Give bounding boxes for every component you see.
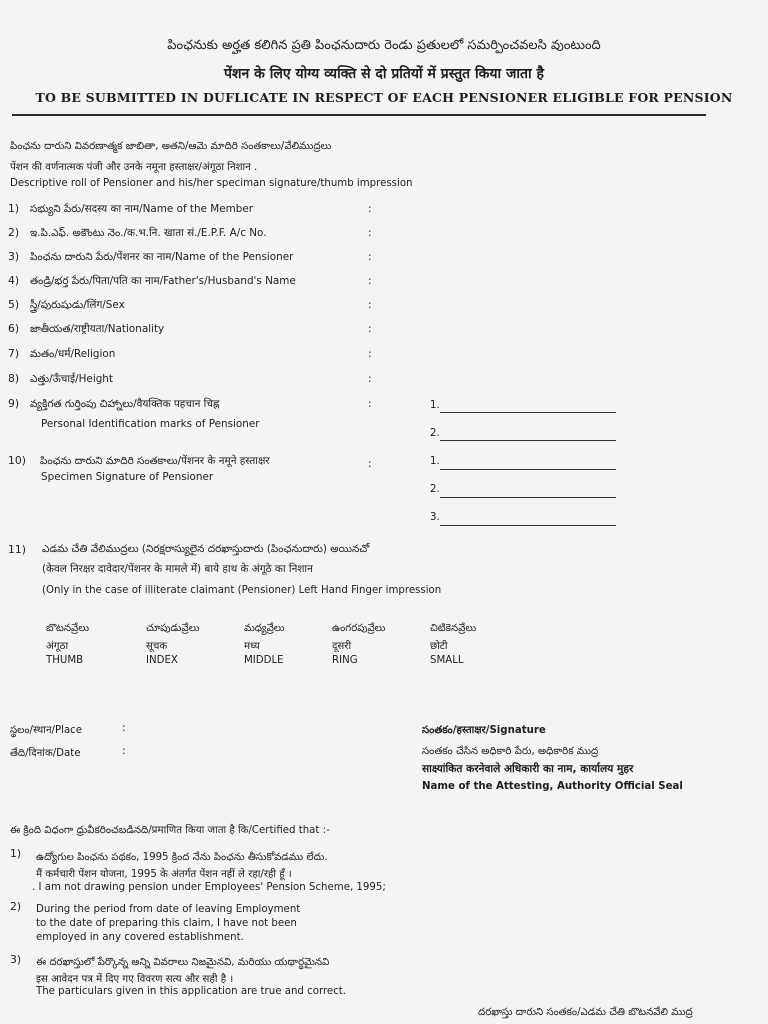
finger-label-telugu: చిటికెనవ్రేలు [430, 623, 477, 634]
finger-impression-label-telugu: ఎడమ చేతి వేలిముద్రలు (నిరక్షరాస్యులైన దరఖాస్తుదారు (పింఛనుదారు) అయినచో [42, 543, 370, 555]
identification-mark-1-field[interactable] [440, 412, 616, 413]
identification-mark-2-field[interactable] [440, 440, 616, 441]
finger-label-hindi: अंगूठा [46, 641, 69, 652]
attesting-officer-english: Name of the Attesting, Authority Official Seal [422, 781, 683, 792]
attesting-officer-hindi: साक्ष्यांकित करनेवाले अधिकारी का नाम, कार्यालय मुहर [422, 763, 634, 775]
specimen-signature-2-field[interactable] [440, 497, 616, 498]
header-divider [12, 114, 706, 116]
item-colon: : [368, 458, 372, 470]
cert-line: ఉద్యోగుల పింఛను పథకం, 1995 క్రింద నేను పింఛను తీసుకోవడము లేదు. [36, 852, 328, 863]
cert-line: इस आवेदन पत्र में दिए गए विवरण सत्य और सही है । [36, 974, 234, 985]
slot-number: 2. [430, 428, 440, 439]
item-colon: : [368, 348, 372, 360]
header-hindi: पेंशन के लिए योग्य व्यक्ति से दो प्रतियों में प्रस्तुत किया जाता है [224, 66, 544, 82]
item-number: 8) [8, 372, 20, 385]
cert-line: . I am not drawing pension under Employees' Pension Scheme, 1995; [32, 882, 386, 893]
finger-label-telugu: బొటనవ్రేలు [46, 623, 90, 634]
item-label: ఇ.పి.ఎఫ్. అకౌంటు నెం./क.भ.नि. खाता सं./E.P.F. A/c No. [30, 227, 267, 239]
item-colon: : [368, 299, 372, 311]
identification-marks-label-english: Personal Identification marks of Pensioner [41, 418, 260, 430]
item-label: ఎత్తు/ऊँचाई/Height [30, 373, 113, 385]
item-colon: : [368, 323, 372, 335]
specimen-signature-label: పింఛను దారుని మాదిరి సంతకాలు/पेंशनर के नमूने हस्ताक्षर [40, 455, 270, 467]
item-colon: : [368, 275, 372, 287]
item-number: 3) [8, 250, 20, 263]
finger-label-english: SMALL [430, 655, 464, 666]
finger-impression-label-hindi: (केवल निरक्षर दावेदार/पेंशनर के मामले में) बाये हाथ के अंगूठे का निशान [42, 563, 313, 575]
finger-label-hindi: मध्य [244, 641, 260, 652]
item-label: స్త్రీ/పురుషుడు/लिंग/Sex [30, 299, 125, 311]
item-label: జాతీయత/राष्ट्रीयता/Nationality [30, 323, 165, 335]
finger-label-hindi: छोटी [430, 641, 448, 652]
item-number: 10) [8, 454, 26, 467]
item-number: 5) [8, 298, 20, 311]
applicant-signature-label: దరఖాస్తు దారుని సంతకం/ఎడమ చేతి బొటనవేలి ముద్ర [478, 1007, 693, 1018]
item-colon: : [368, 203, 372, 215]
cert-line: The particulars given in this application are true and correct. [36, 986, 347, 997]
item-label: తండ్రి/భర్త పేరు/पिता/पति का नाम/Father's/Husband's Name [30, 275, 296, 287]
finger-label-hindi: सूचक [146, 641, 168, 652]
finger-label-hindi: दूसरी [332, 641, 352, 652]
finger-label-english: INDEX [146, 655, 178, 666]
header-telugu: పింఛనుకు అర్హత కలిగిన ప్రతి పింఛనుదారు రెండు ప్రతులలో సమర్పించవలసి వుంటుంది [167, 38, 601, 53]
item-number: 2) [8, 226, 20, 239]
date-label: తేది/दिनांक/Date [10, 748, 81, 759]
cert-line: During the period from date of leaving Employment [36, 904, 301, 915]
finger-label-telugu: మధ్యవ్రేలు [244, 623, 285, 634]
specimen-signature-3-field[interactable] [440, 525, 616, 526]
cert-number: 1) [10, 847, 22, 860]
item-colon: : [368, 251, 372, 263]
item-colon: : [368, 227, 372, 239]
item-number: 11) [8, 543, 26, 556]
cert-line: मैं कर्मचारी पेंशन योजना, 1995 के अंतर्गत पेंशन नहीं ले रहा/रही हूँ । [36, 869, 292, 880]
identification-marks-label: వ్యక్తిగత గుర్తింపు చిహ్నాలు/वैयक्तिक पहचान चिह्न [30, 398, 220, 410]
item-number: 4) [8, 274, 20, 287]
slot-number: 1. [430, 456, 440, 467]
place-label: స్థలం/स्थान/Place [10, 725, 83, 736]
cert-number: 2) [10, 900, 22, 913]
cert-line: employed in any covered establishment. [36, 932, 244, 943]
header-english: TO BE SUBMITTED IN DUFLICATE IN RESPECT OF EACH PENSIONER ELIGIBLE FOR PENSION [35, 90, 733, 105]
finger-impression-label-english: (Only in the case of illiterate claimant (Pensioner) Left Hand Finger impression [42, 585, 442, 596]
cert-number: 3) [10, 953, 22, 966]
specimen-signature-label-english: Specimen Signature of Pensioner [41, 471, 214, 483]
intro-english: Descriptive roll of Pensioner and his/her speciman signature/thumb impression [10, 178, 413, 189]
slot-number: 2. [430, 484, 440, 495]
item-label: పింఛను దారుని పేరు/पेंशनर का नाम/Name of the Pensioner [30, 251, 294, 263]
item-colon: : [368, 373, 372, 385]
item-label: సభ్యుని పేరు/सदस्य का नाम/Name of the Member [30, 203, 253, 215]
item-number: 9) [8, 397, 20, 410]
finger-label-english: MIDDLE [244, 655, 284, 666]
item-number: 6) [8, 322, 20, 335]
signature-label: సంతకం/हस्ताक्षर/Signature [422, 725, 546, 736]
finger-label-telugu: ఉంగరపువ్రేలు [332, 623, 386, 634]
item-label: మతం/धर्म/Religion [30, 348, 116, 360]
item-number: 1) [8, 202, 20, 215]
finger-label-english: THUMB [46, 655, 84, 666]
intro-hindi: पेंशन की वर्णनात्मक पंजी और उनके नमूना हस्ताक्षर/अंगूठा निशान . [10, 162, 258, 173]
date-colon: : [122, 745, 126, 757]
item-number: 7) [8, 347, 20, 360]
finger-label-telugu: చూపుడువ్రేలు [146, 623, 200, 634]
attesting-officer-telugu: సంతకం చేసిన అధికారి పేరు, అధికారిక ముద్ర [422, 746, 599, 757]
cert-line: to the date of preparing this claim, I have not been [36, 918, 297, 929]
finger-label-english: RING [332, 655, 358, 666]
cert-line: ఈ దరఖాస్తులో పేర్కొన్న అన్ని వివరాలు నిజమైనవి, మరియు యథార్థమైనవి [36, 957, 330, 968]
slot-number: 3. [430, 512, 440, 523]
place-colon: : [122, 722, 126, 734]
intro-telugu: పింఛను దారుని వివరణాత్మక జాబితా, అతని/ఆమె మాదిరి సంతకాలు/వేలిముద్రలు [10, 141, 332, 152]
certified-heading: ఈ క్రింది విధంగా ధ్రువీకరించబడినది/प्रमाणित किया जाता है कि/Certified that :- [10, 825, 330, 836]
item-colon: : [368, 398, 372, 410]
slot-number: 1. [430, 400, 440, 411]
specimen-signature-1-field[interactable] [440, 469, 616, 470]
